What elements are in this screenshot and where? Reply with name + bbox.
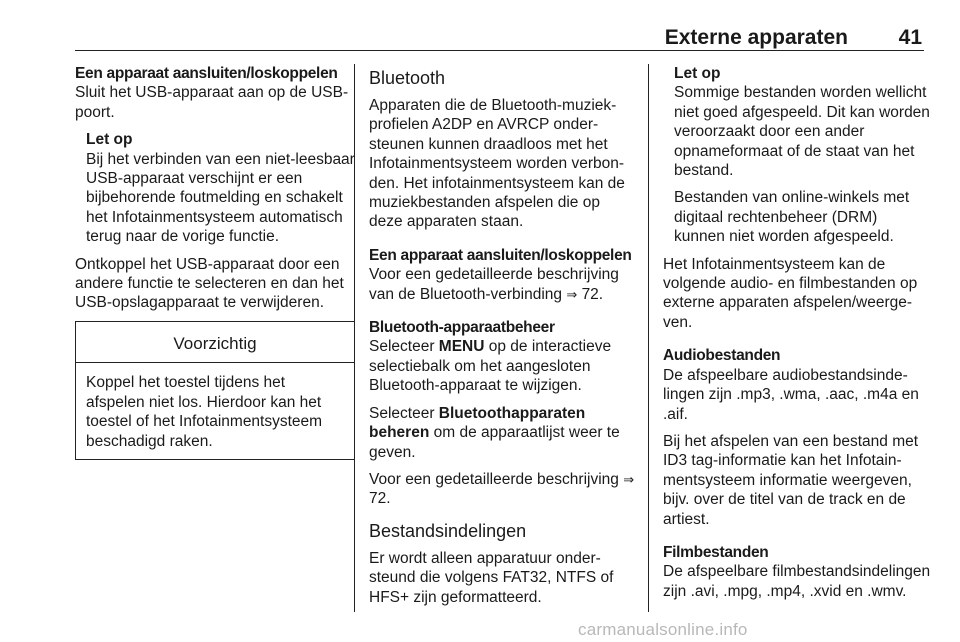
section-heading-connect: Een apparaat aansluiten/loskoppelen <box>75 65 338 82</box>
paragraph-select-devices: Selecteer Bluetoothapparaten beheren om de apparaatlijst weer te geven. <box>369 404 620 461</box>
subheading-audio-files: Audiobestanden <box>663 347 781 365</box>
section-heading-bluetooth: Bluetooth <box>369 68 446 88</box>
column-divider-2 <box>648 64 649 612</box>
page-reference-arrow-icon: ⇒ <box>623 471 635 487</box>
paragraph-supported-files: Het Infotainmentsysteem kan de volgende audio- en filmbestanden op externe apparaten afspelen/weergeven. <box>663 255 918 331</box>
section-heading-file-formats: Bestandsindelingen <box>369 520 527 541</box>
note-body-2: Bestanden van online-winkels met digitaal rechtenbeheer (DRM) kunnen niet worden afgespeeld. <box>674 189 910 246</box>
note-block <box>663 64 931 247</box>
subheading-film-files: Filmbestanden <box>663 543 769 561</box>
note-title: Let op <box>674 65 721 82</box>
note-title: Let op <box>86 131 133 149</box>
manage-devices-label: Bluetoothapparaten beheren <box>369 404 586 442</box>
page-reference-arrow-icon: ⇒ <box>566 286 578 302</box>
note-body: Bij het verbinden van een niet-leesbaar USB-apparaat verschijnt er een bijbehorende foutmelding en schakelt het Infotainmentsysteem automatisch terug naar de vorige functie. <box>86 150 355 246</box>
paragraph-usb-disconnect: Ontkoppel het USB-apparaat door een andere functie te selecteren en dan het USB-opslagapparaat te verwijderen. <box>75 255 344 312</box>
menu-label: MENU <box>438 338 485 356</box>
page-header <box>0 0 960 52</box>
paragraph-usb-connect: Sluit het USB-apparaat aan op de USB-poort. <box>75 84 349 121</box>
page-title: Externe apparaten <box>664 26 848 49</box>
column-2 <box>369 64 635 615</box>
header-divider <box>75 50 924 51</box>
paragraph-id3: Bij het afspelen van een bestand met ID3 tag-informatie kan het Infotainmentsysteem informatie weergeven, bijv. over de titel van de track en de artiest. <box>663 432 919 528</box>
paragraph-detail: Voor een gedetailleerde beschrijving ⇒ 72. <box>369 470 635 508</box>
column-3 <box>663 64 931 609</box>
column-1 <box>75 64 355 460</box>
paragraph-bluetooth: Apparaten die de Bluetooth-muziekprofielen A2DP en AVRCP ondersteunen kunnen draadloos met het Infotainmentsysteem worden verbonden. Het infotainmentsysteem kan de muziekbestanden afspelen die op deze apparaten staan. <box>369 97 625 231</box>
paragraph-management: Selecteer MENU op de interactieve selectiebalk om het aangesloten Bluetooth-apparaat te wijzigen. <box>369 338 612 395</box>
page-reference[interactable]: 72. <box>581 285 604 303</box>
note-block <box>75 130 355 246</box>
note-body-1: Sommige bestanden worden wellicht niet goed afgespeeld. Dit kan worden veroorzaakt door een ander opnameformaat of de staat van het bestand. <box>674 84 930 180</box>
caution-title: Voorzichtig <box>76 322 354 363</box>
paragraph-connect: Voor een gedetailleerde beschrijving van de Bluetooth-verbinding ⇒ 72. <box>369 266 619 303</box>
page-reference[interactable]: 72. <box>369 490 391 508</box>
caution-box <box>75 321 355 460</box>
paragraph-film-formats: De afspeelbare filmbestandsindelingen zijn .avi, .mpg, .mp4, .xvid en .wmv. <box>663 563 931 600</box>
page-number: 41 <box>898 26 922 49</box>
subheading-device-management: Bluetooth-apparaatbeheer <box>369 319 555 337</box>
watermark: carmanualsonline.info <box>578 620 748 639</box>
paragraph-audio-formats: De afspeelbare audiobestandsindelingen zijn .mp3, .wma, .aac, .m4a en .aif. <box>663 366 919 423</box>
subheading-connect: Een apparaat aansluiten/loskoppelen <box>369 246 632 264</box>
caution-body: Koppel het toestel tijdens het afspelen niet los. Hierdoor kan het toestel of het Infotainmentsysteem beschadigd raken. <box>86 374 323 450</box>
paragraph-file-formats: Er wordt alleen apparatuur ondersteund die volgens FAT32, NTFS of HFS+ zijn geformatteerd. <box>369 549 614 606</box>
